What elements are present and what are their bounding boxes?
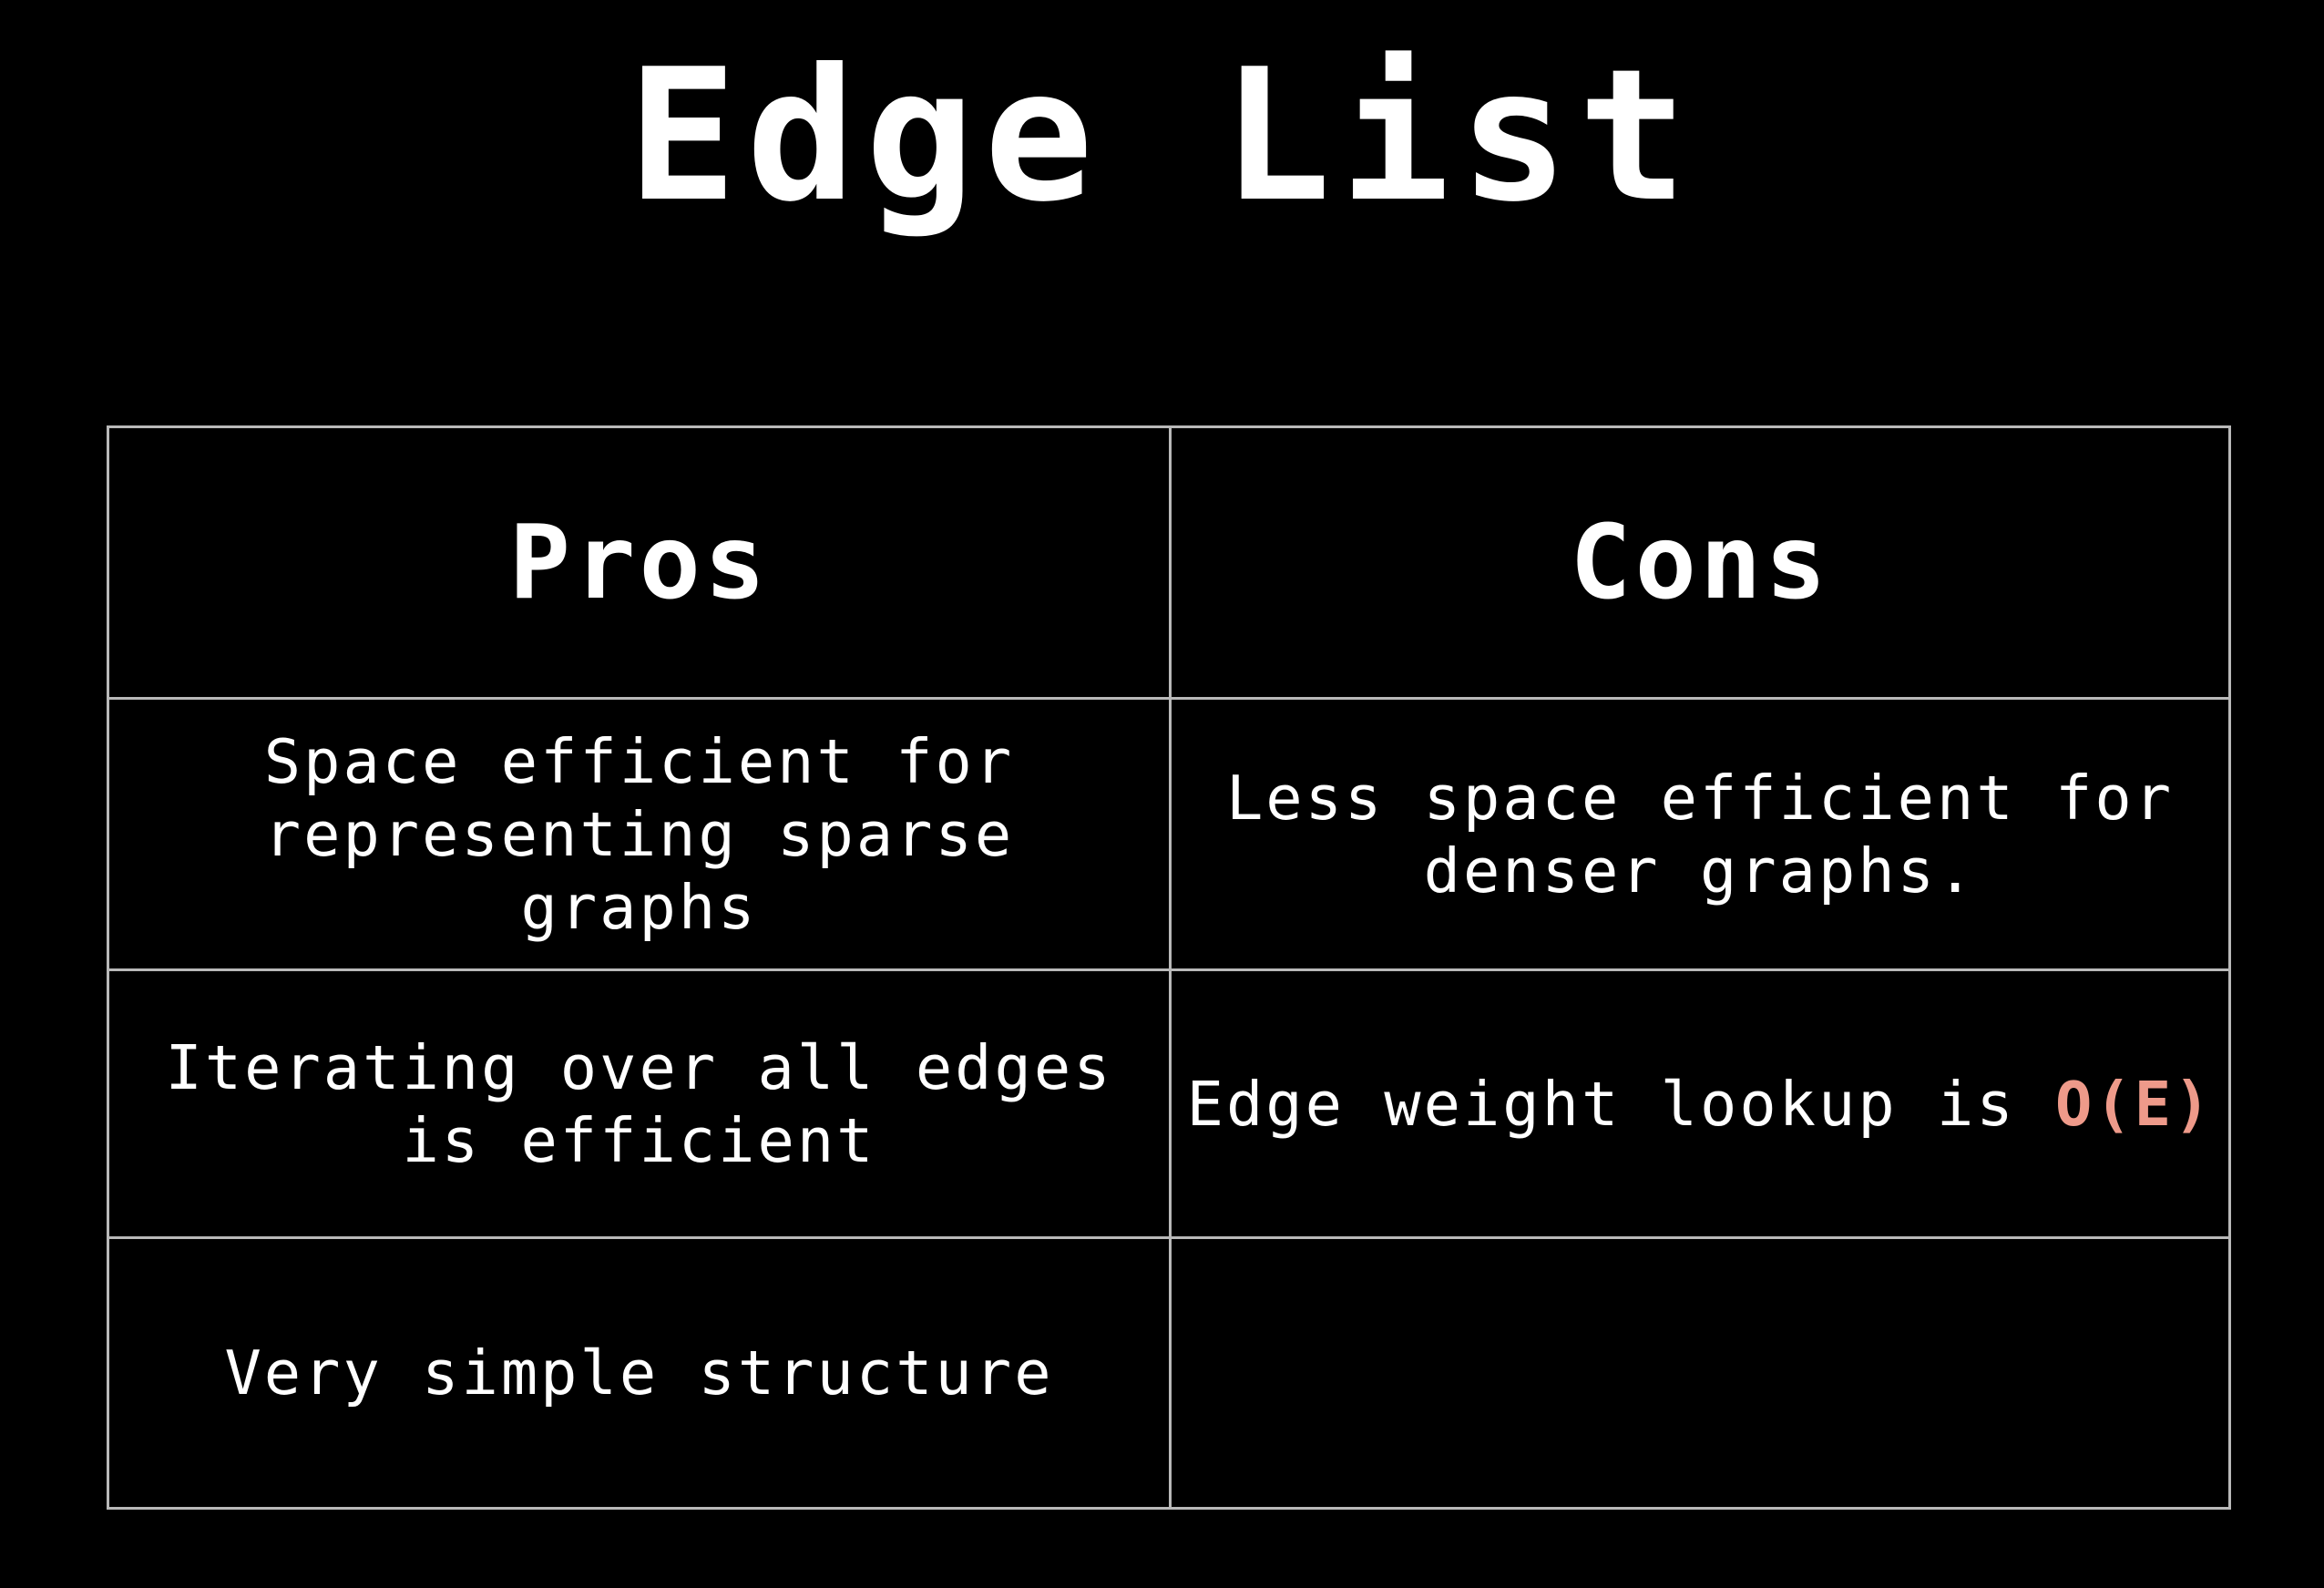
pros-cons-table — [107, 425, 2231, 1510]
con-cell-3 — [1172, 1239, 2228, 1507]
pro-cell-2: Iterating over all edges is efficient — [109, 971, 1172, 1239]
cons-header: Cons — [1172, 428, 2228, 700]
con-cell-2-text: Edge weight lookup is — [1186, 1068, 2056, 1140]
pro-cell-1: Space efficient for representing sparse graphs — [109, 700, 1172, 971]
pro-cell-3: Very simple structure — [109, 1239, 1172, 1507]
pros-header: Pros — [109, 428, 1172, 700]
page-title: Edge List — [627, 30, 1697, 242]
complexity-highlight: O(E) — [2055, 1068, 2214, 1140]
con-cell-2 — [1172, 971, 2228, 1239]
con-cell-1: Less space efficient for denser graphs. — [1172, 700, 2228, 971]
